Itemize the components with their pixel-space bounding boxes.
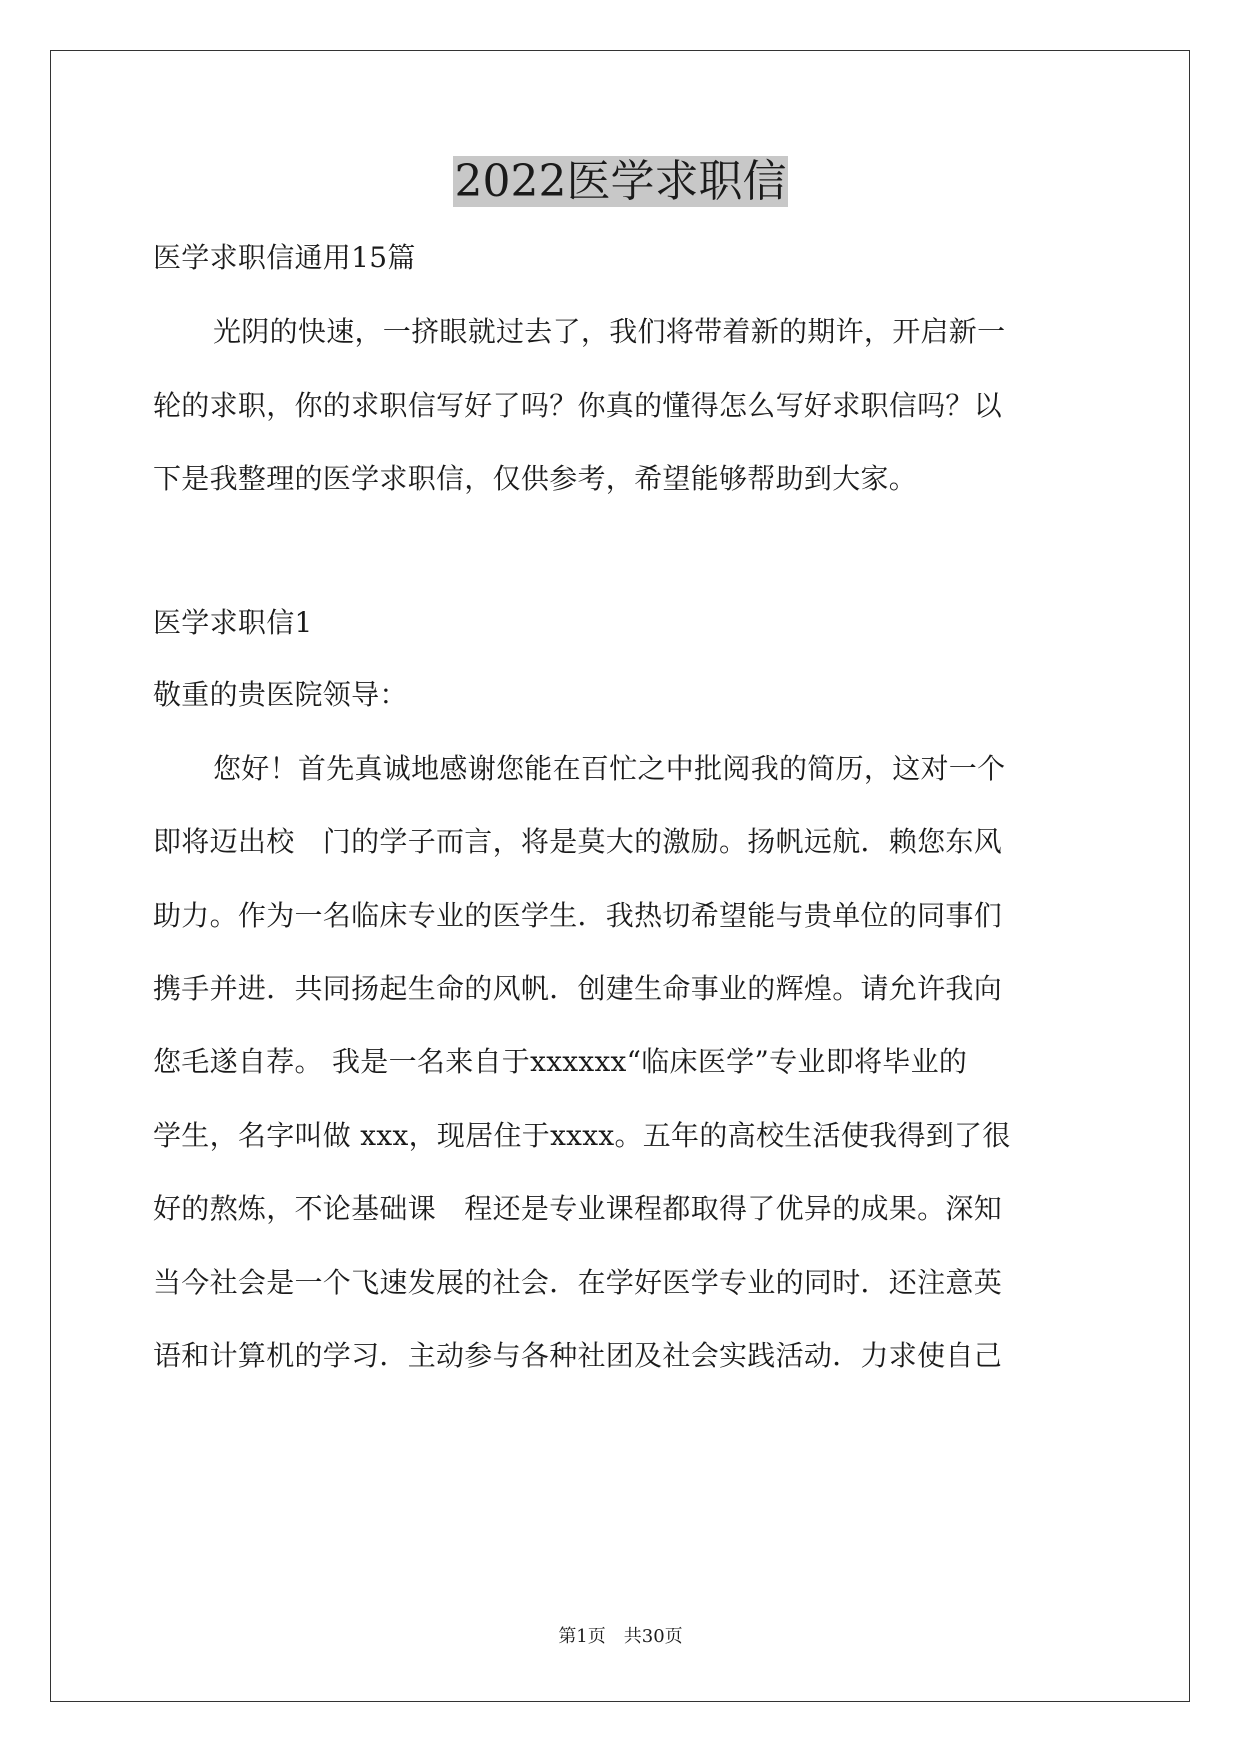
section-heading: 医学求职信1 bbox=[153, 606, 313, 639]
body-line-7: 好的熬炼，不论基础课 程还是专业课程都取得了优异的成果。深知 bbox=[153, 1192, 1003, 1225]
intro-line-3: 下是我整理的医学求职信，仅供参考，希望能够帮助到大家。 bbox=[153, 462, 918, 495]
body-line-3: 助力。作为一名临床专业的医学生．我热切希望能与贵单位的同事们 bbox=[153, 899, 1003, 932]
body-line-9: 语和计算机的学习．主动参与各种社团及社会实践活动．力求使自己 bbox=[153, 1339, 1003, 1372]
intro-line-1: 光阴的快速，一挤眼就过去了，我们将带着新的期许，开启新一 bbox=[213, 315, 1006, 348]
intro-line-2: 轮的求职，你的求职信写好了吗？你真的懂得怎么写好求职信吗？以 bbox=[153, 389, 1003, 422]
page-border bbox=[50, 50, 1190, 1702]
body-line-8: 当今社会是一个飞速发展的社会．在学好医学专业的同时．还注意英 bbox=[153, 1266, 1003, 1299]
salutation: 敬重的贵医院领导： bbox=[153, 678, 408, 711]
body-line-6: 学生，名字叫做 xxx，现居住于xxxx。五年的高校生活使我得到了很 bbox=[153, 1119, 1011, 1152]
body-line-2: 即将迈出校 门的学子而言，将是莫大的激励。扬帆远航．赖您东风 bbox=[153, 825, 1003, 858]
page-footer: 第1页 共30页 bbox=[558, 1626, 683, 1647]
title-text: 2022医学求职信 bbox=[454, 156, 787, 207]
subtitle: 医学求职信通用15篇 bbox=[153, 241, 416, 274]
body-line-5: 您毛遂自荐。 我是一名来自于xxxxxx“临床医学”专业即将毕业的 bbox=[153, 1045, 968, 1078]
body-line-4: 携手并进．共同扬起生命的风帆．创建生命事业的辉煌。请允许我向 bbox=[153, 972, 1003, 1005]
document-title bbox=[0, 150, 1241, 214]
body-line-1: 您好！首先真诚地感谢您能在百忙之中批阅我的简历，这对一个 bbox=[213, 752, 1006, 785]
